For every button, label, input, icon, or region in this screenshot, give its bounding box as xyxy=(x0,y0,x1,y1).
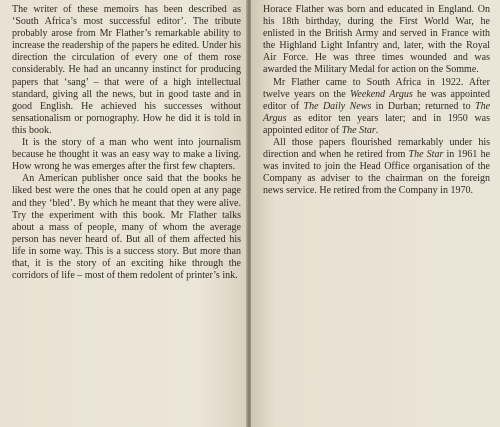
right-paragraph-1: Horace Flather was born and educated in England. On his 18th birthday, during the First World War, he enlisted in the British Army and served in France with the Highland Light Infantry and, later, with the Royal Air Force. He was three times wounded and was awarded the Military Medal for action on the Somme. xyxy=(263,4,490,76)
left-page xyxy=(0,0,247,427)
text-run: he was appointed editor of xyxy=(263,88,490,112)
text-run: in Durban; returned to xyxy=(371,100,476,112)
newspaper-title: The Star xyxy=(341,124,376,136)
left-paragraph-1: The writer of these memoirs has been described as ‘South Africa’s most successful editor’. The tribute probably arose from Mr Flather’s remarkable ability to increase the readership of the papers he edited. Under his direction the circulation of every one of them rose considerably. He had an uncanny instinct for producing papers that ‘sang’ – that were of a high intellectual standard, giving all the news, but in good taste and in good English. He achieved his successes without sensationalism or pornography. How he did it is told in this book. xyxy=(12,4,241,136)
newspaper-title: The Daily News xyxy=(303,100,372,112)
text-run: in 1961 he was invited to join the Head Office organisation of the Company as adviser to the chairman on the foreign news service. He retired from the Company in 1970. xyxy=(263,149,491,197)
right-paragraph-3 xyxy=(263,137,490,197)
newspaper-title: The Star xyxy=(408,149,444,161)
right-page xyxy=(251,0,500,427)
newspaper-title: The Argus xyxy=(263,100,491,124)
left-paragraph-2: It is the story of a man who went into journalism because he thought it was an easy way to make a living. How wrong he was emerges after the first few chapters. xyxy=(12,137,241,173)
text-run: All those papers flourished remarkably under his direction and when he retired from xyxy=(263,137,490,161)
right-paragraph-2 xyxy=(263,77,490,137)
text-run: Mr Flather came to South Africa in 1922. After twelve years on the xyxy=(263,76,490,100)
text-run: . xyxy=(375,124,379,136)
newspaper-title: Weekend Argus xyxy=(350,88,413,100)
text-run: as editor ten years later; and in 1950 was appointed editor of xyxy=(263,112,490,136)
left-paragraph-3: An American publisher once said that the books he liked best were the ones that he could open at any page and they ‘bled’. By which he meant that they were alive. Try the experiment with this book. Mr Flather talks about a mass of people, many of whom the average person has never heard of. But all of them affected his life in some way. This is a success story. But more than that, it is the story of an exciting hike through the corridors of life – most of them redolent of printer’s ink. xyxy=(12,173,241,282)
